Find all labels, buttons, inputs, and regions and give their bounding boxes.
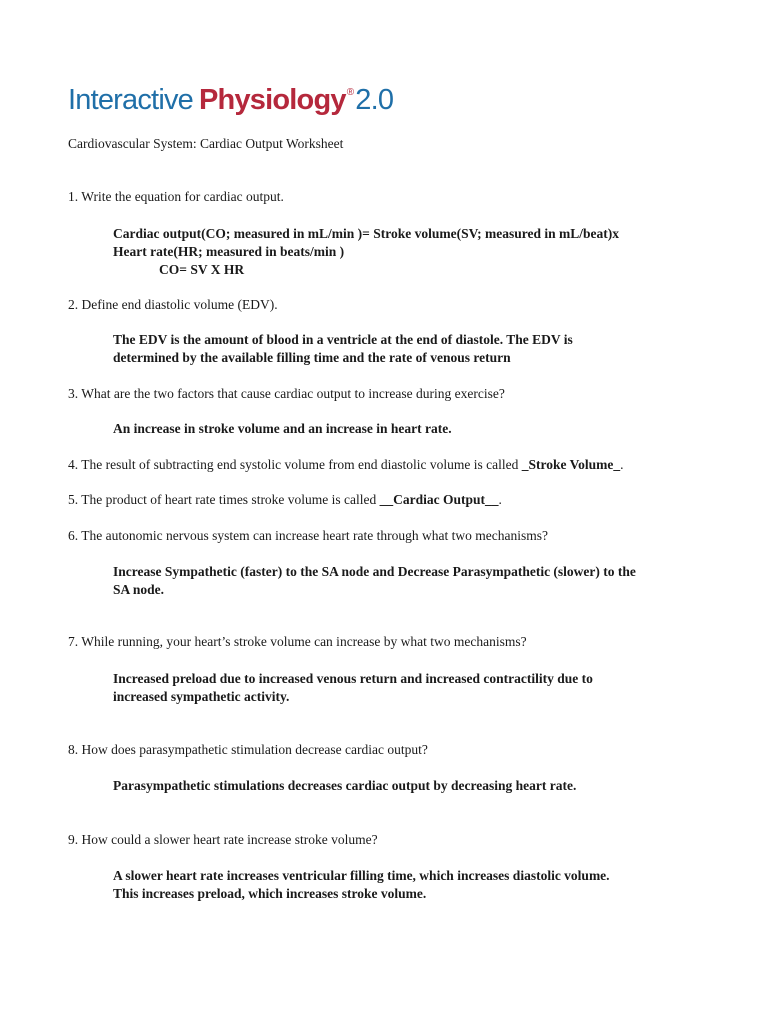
question-4-end: .: [620, 457, 624, 472]
answer-1-line-2: Heart rate(HR; measured in beats/min ): [113, 244, 345, 259]
answer-2-line-1: The EDV is the amount of blood in a ventricle at the end of diastole. The EDV is: [113, 332, 573, 347]
answer-9-line-1: A slower heart rate increases ventricular filling time, which increases diastolic volume.: [113, 868, 610, 883]
logo-version: 2.0: [355, 84, 394, 116]
answer-9-line-2: This increases preload, which increases stroke volume.: [113, 886, 427, 901]
question-1: 1. Write the equation for cardiac output.: [68, 189, 284, 204]
answer-7-line-2: increased sympathetic activity.: [113, 689, 290, 704]
logo-registered-mark: ®: [346, 87, 354, 98]
answer-6-line-2: SA node.: [113, 582, 165, 597]
answer-7-line-1: Increased preload due to increased venous return and increased contractility due to: [113, 671, 593, 686]
answer-5: __Cardiac Output__: [379, 492, 499, 507]
question-2: 2. Define end diastolic volume (EDV).: [68, 297, 278, 312]
question-5-text: 5. The product of heart rate times stroke volume is called: [68, 492, 380, 507]
answer-2-line-2: determined by the available filling time and the rate of venous return: [113, 350, 511, 365]
question-5-end: .: [498, 492, 502, 507]
answer-3-line-1: An increase in stroke volume and an increase in heart rate.: [113, 421, 452, 436]
logo-word-physiology: Physiology: [199, 84, 346, 116]
answer-8-line-1: Parasympathetic stimulations decreases cardiac output by decreasing heart rate.: [113, 778, 577, 793]
answer-1-line-1: Cardiac output(CO; measured in mL/min )= Stroke volume(SV; measured in mL/beat)x: [113, 226, 619, 241]
question-5: [68, 491, 502, 509]
logo-word-interactive: Interactive: [68, 84, 193, 116]
worksheet-title: Cardiovascular System: Cardiac Output Worksheet: [68, 136, 344, 151]
question-7: 7. While running, your heart’s stroke volume can increase by what two mechanisms?: [68, 634, 527, 649]
answer-6-line-1: Increase Sympathetic (faster) to the SA node and Decrease Parasympathetic (slower) to the: [113, 564, 636, 579]
question-4: [68, 456, 624, 474]
interactive-physiology-logo: [68, 84, 393, 117]
question-6: 6. The autonomic nervous system can increase heart rate through what two mechanisms?: [68, 528, 548, 543]
question-4-text: 4. The result of subtracting end systolic volume from end diastolic volume is called: [68, 457, 522, 472]
question-3: 3. What are the two factors that cause cardiac output to increase during exercise?: [68, 386, 505, 401]
question-9: 9. How could a slower heart rate increase stroke volume?: [68, 832, 378, 847]
answer-1-equation: CO= SV X HR: [159, 262, 245, 277]
question-8: 8. How does parasympathetic stimulation decrease cardiac output?: [68, 742, 428, 757]
answer-4: _Stroke Volume_: [521, 457, 621, 472]
